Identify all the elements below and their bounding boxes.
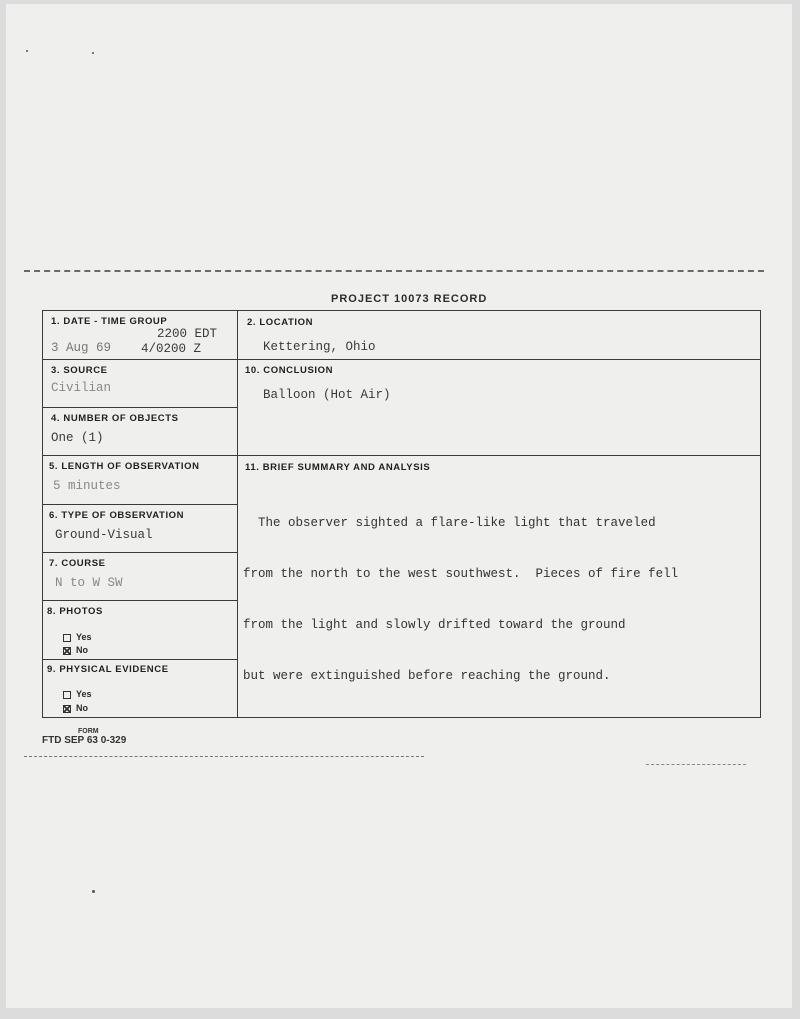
summary-label: 11. BRIEF SUMMARY AND ANALYSIS bbox=[245, 462, 431, 473]
type-of-observation-value: Ground-Visual bbox=[55, 528, 153, 542]
photos-no-label: No bbox=[76, 645, 88, 655]
row-divider bbox=[43, 407, 237, 408]
source-value: Civilian bbox=[51, 381, 112, 395]
photos-label: 8. PHOTOS bbox=[47, 606, 103, 617]
row-divider bbox=[43, 504, 237, 505]
checkbox-empty-icon bbox=[63, 691, 71, 699]
photos-no-option bbox=[63, 645, 88, 655]
document-page bbox=[6, 4, 792, 1008]
conclusion-label: 10. CONCLUSION bbox=[245, 365, 334, 376]
photos-yes-label: Yes bbox=[76, 632, 92, 642]
evidence-no-label: No bbox=[76, 703, 88, 713]
evidence-yes-option bbox=[63, 689, 92, 699]
date-time-field bbox=[51, 316, 167, 327]
course-label: 7. COURSE bbox=[49, 558, 106, 569]
evidence-yes-label: Yes bbox=[76, 689, 92, 699]
source-label: 3. SOURCE bbox=[51, 365, 108, 376]
checkbox-empty-icon bbox=[63, 634, 71, 642]
fold-line bbox=[24, 756, 424, 757]
checkbox-checked-icon bbox=[63, 647, 71, 655]
summary-line: but were extinguished before reaching the ground. bbox=[243, 669, 611, 683]
summary-line: from the north to the west southwest. Pieces of fire fell bbox=[243, 567, 679, 581]
summary-text bbox=[243, 481, 678, 719]
record-form bbox=[42, 310, 761, 718]
number-of-objects-label: 4. NUMBER OF OBJECTS bbox=[51, 413, 179, 424]
summary-line: The observer sighted a flare-like light that traveled bbox=[243, 516, 656, 530]
row-divider bbox=[43, 359, 760, 360]
scan-speck bbox=[92, 52, 94, 54]
form-id: FTD SEP 63 0-329 bbox=[42, 735, 127, 746]
location-label: 2. LOCATION bbox=[247, 317, 314, 328]
location-value: Kettering, Ohio bbox=[263, 340, 376, 354]
date-time-local: 2200 EDT bbox=[157, 327, 218, 341]
column-divider bbox=[237, 311, 238, 717]
number-of-objects-value: One (1) bbox=[51, 431, 104, 445]
evidence-no-option bbox=[63, 703, 88, 713]
fold-line bbox=[24, 270, 764, 272]
length-of-observation-value: 5 minutes bbox=[53, 479, 121, 493]
row-divider bbox=[43, 552, 237, 553]
fold-line bbox=[646, 764, 746, 765]
type-of-observation-label: 6. TYPE OF OBSERVATION bbox=[49, 510, 185, 521]
course-value: N to W SW bbox=[55, 576, 123, 590]
form-word: FORM bbox=[78, 728, 99, 735]
photos-yes-option bbox=[63, 632, 92, 642]
record-title: PROJECT 10073 RECORD bbox=[331, 293, 488, 305]
row-divider bbox=[43, 659, 237, 660]
row-divider bbox=[43, 455, 760, 456]
date-time-label: 1. DATE - TIME GROUP bbox=[51, 316, 168, 327]
row-divider bbox=[43, 600, 237, 601]
date-time-zulu: 4/0200 Z bbox=[141, 342, 202, 356]
length-of-observation-label: 5. LENGTH OF OBSERVATION bbox=[49, 461, 200, 472]
checkbox-checked-icon bbox=[63, 705, 71, 713]
form-footer bbox=[42, 728, 126, 746]
scan-speck bbox=[26, 50, 28, 52]
scan-speck bbox=[92, 890, 95, 893]
summary-line: from the light and slowly drifted toward the ground bbox=[243, 618, 626, 632]
conclusion-value: Balloon (Hot Air) bbox=[263, 388, 391, 402]
physical-evidence-label: 9. PHYSICAL EVIDENCE bbox=[47, 664, 169, 675]
date-time-date: 3 Aug 69 bbox=[51, 341, 112, 355]
